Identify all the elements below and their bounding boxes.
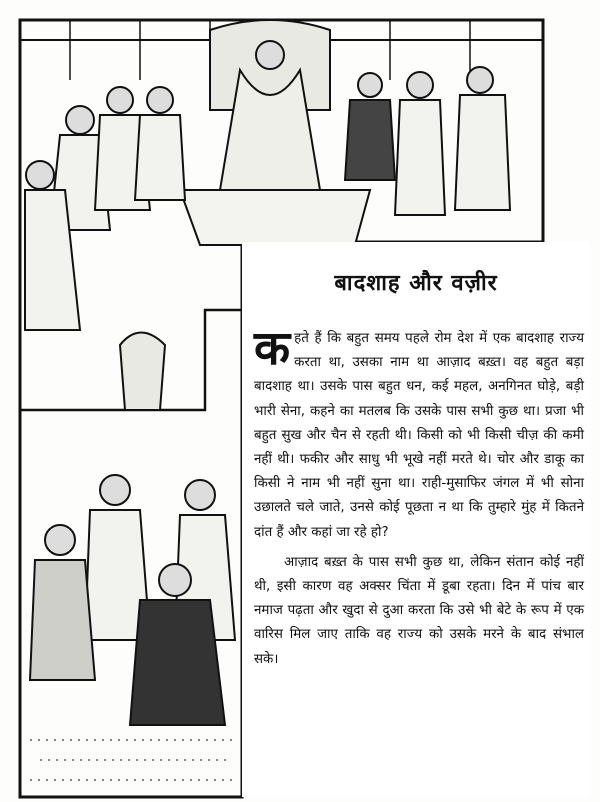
- paragraph-2: आज़ाद बख़्त के पास सभी कुछ था, लेकिन संतान कोई नहीं थी, इसी कारण वह अक्सर चिंता में डूबा रहता। दिन में पांच बार नमाज पढ़ता और खुदा से दुआ करता कि उसे भी बेटे के रूप में एक वारिस मिल जाए ताकि वह राज्य को उसके मरने के बाद संभाल सके।: [254, 554, 584, 667]
- paragraph-1-text: हते हैं कि बहुत समय पहले रोम देश में एक बादशाह राज्य करता था, उसका नाम था आज़ाद बख़्त। वह बहुत बड़ा बादशाह था। उसके पास बहुत धन, कई महल, अनगिनत घोड़े, बड़ी भारी सेना, कहने का मतलब कि उसके पास सभी कुछ था। प्रजा भी बहुत सुख और चैन से रहती थी। किसी को भी किसी चीज़ की कमी नहीं थी। फकीर और साधु भी भूखे नहीं मरते थे। चोर और डाकू का किसी ने नाम भी नहीं सुना था। राही-मुसाफिर जंगल में भी सोना उछालते चले जाते, उनसे कोई पूछता न था कि तुम्हारे मुंह में कितने दांत हैं और कहां जा रहे हो?: [254, 331, 584, 540]
- article-title: बादशाह और वज़ीर: [334, 271, 498, 296]
- article-body: [254, 321, 584, 672]
- drop-cap: क: [254, 321, 291, 376]
- article-panel: [242, 242, 590, 797]
- paragraph-1: [254, 321, 584, 545]
